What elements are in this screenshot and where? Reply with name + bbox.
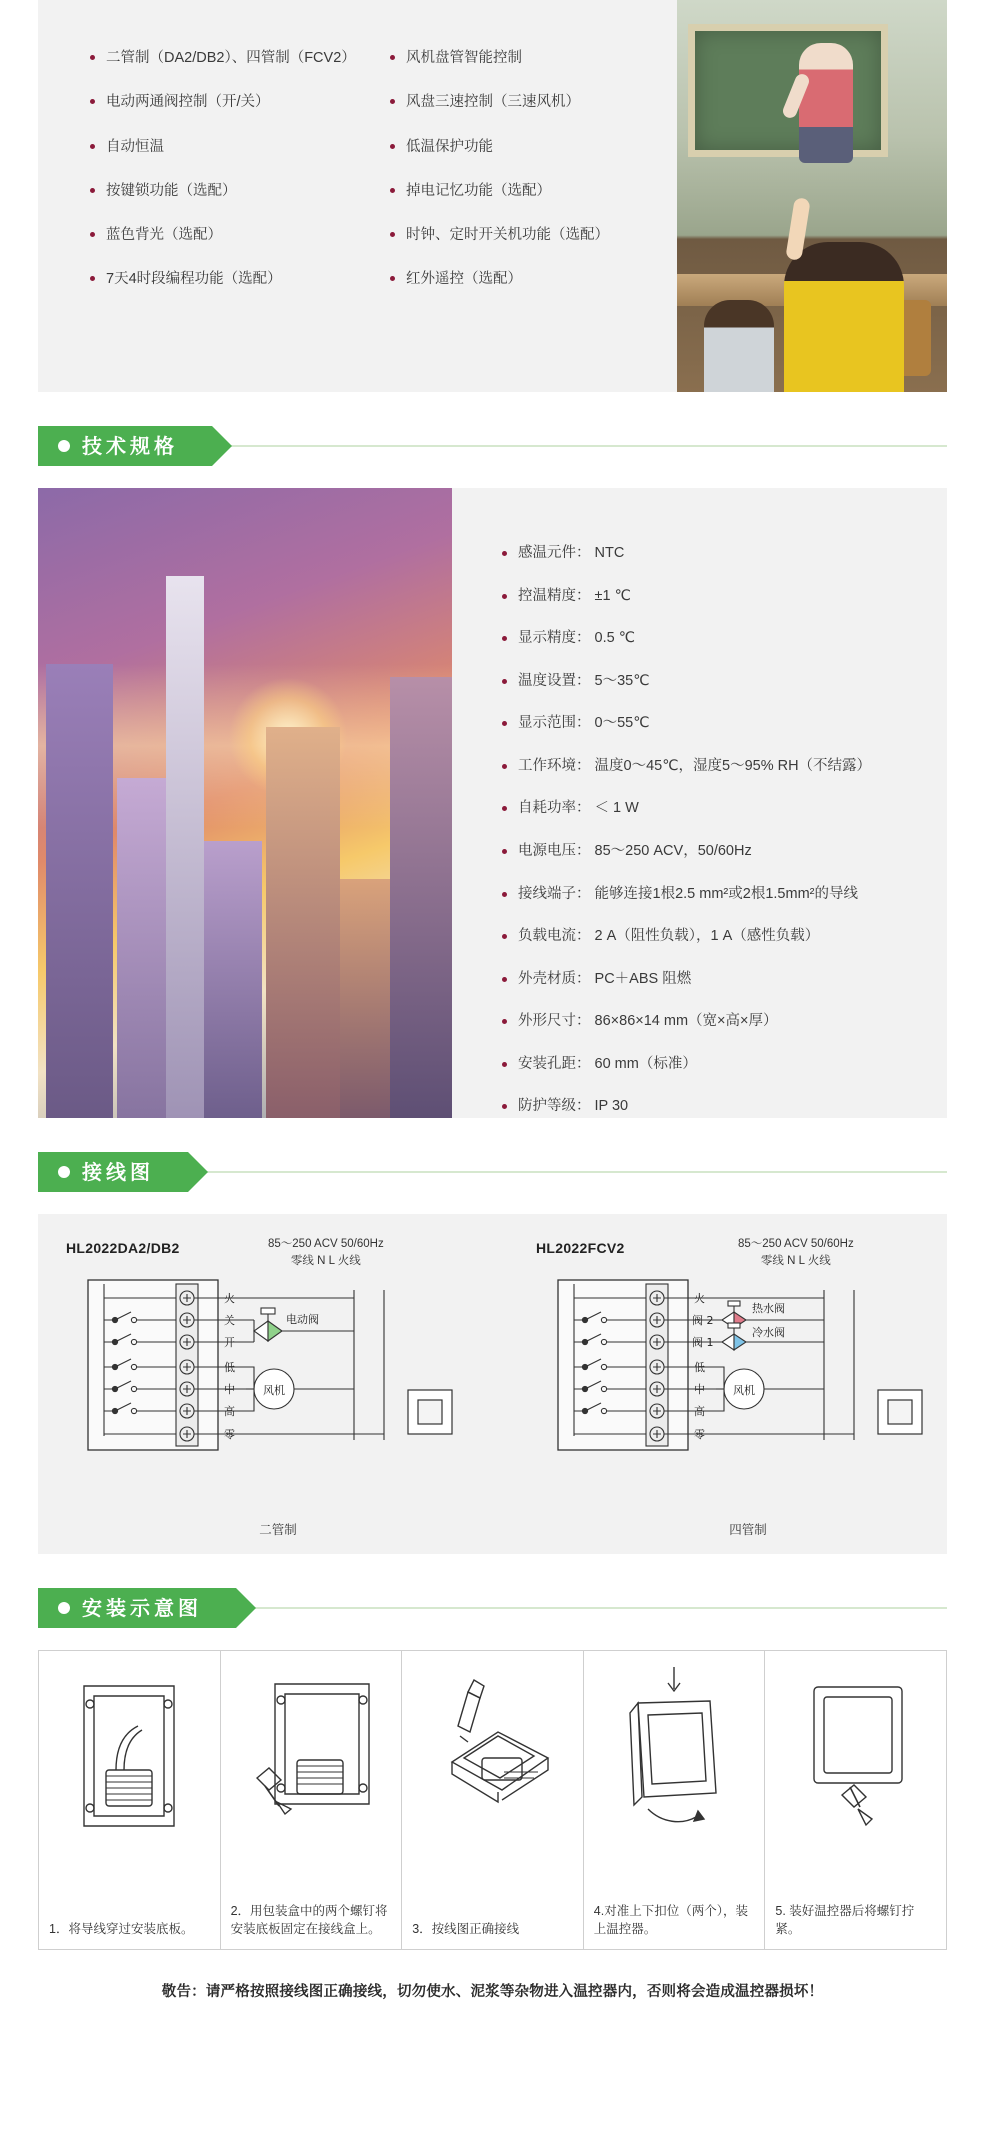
bullet-dot-icon <box>58 1602 70 1614</box>
wiring-diagram-left <box>38 1214 518 1554</box>
feature-item: 二管制（DA2/DB2）、四管制（FCV2） <box>88 48 358 68</box>
install-step-5 <box>765 1651 946 1949</box>
install-illustration-4 <box>592 1661 757 1851</box>
section-heading-wiring-label: 接线图 <box>38 1152 188 1192</box>
city-skyline-photo <box>38 488 452 1118</box>
feature-column-1 <box>88 48 358 314</box>
feature-item: 自动恒温 <box>88 137 358 157</box>
svg-text:阀 2: 阀 2 <box>692 1314 714 1327</box>
feature-item: 掉电记忆功能（选配） <box>388 181 658 201</box>
svg-text:零: 零 <box>224 1428 235 1441</box>
svg-text:高: 高 <box>694 1405 705 1418</box>
wiring-heading-wrap <box>0 1152 985 1192</box>
spec-item: 显示精度： 0.5 ℃ <box>500 629 947 649</box>
spec-item: 接线端子： 能够连接1根2.5 mm²或2根1.5mm²的导线 <box>500 885 947 905</box>
spec-item: 控温精度： ±1 ℃ <box>500 587 947 607</box>
install-caption: 1．将导线穿过安装底板。 <box>49 1922 194 1937</box>
svg-text:风机: 风机 <box>263 1384 285 1397</box>
svg-text:冷水阀: 冷水阀 <box>752 1326 785 1339</box>
install-illustration-1 <box>47 1661 212 1851</box>
spec-item: 安装孔距： 60 mm（标准） <box>500 1055 947 1075</box>
svg-text:关: 关 <box>224 1314 235 1327</box>
feature-block <box>38 0 947 392</box>
feature-item: 风盘三速控制（三速风机） <box>388 92 658 112</box>
install-caption: 5. 装好温控器后将螺钉拧紧。 <box>775 1903 915 1937</box>
spec-item: 显示范围： 0～55℃ <box>500 714 947 734</box>
svg-text:低: 低 <box>224 1361 235 1374</box>
feature-item: 按键锁功能（选配） <box>88 181 358 201</box>
section-heading-spec-label: 技术规格 <box>38 426 212 466</box>
wiring-caption-left: 二管制 <box>259 1523 297 1537</box>
spec-item: 外壳材质： PC＋ABS 阻燃 <box>500 970 947 990</box>
wiring-caption-right: 四管制 <box>729 1523 767 1537</box>
install-caption: 2．用包装盒中的两个螺钉将安装底板固定在接线盒上。 <box>230 1903 388 1937</box>
svg-text:风机: 风机 <box>733 1384 755 1397</box>
svg-text:中: 中 <box>224 1383 235 1396</box>
svg-text:阀 1: 阀 1 <box>692 1336 714 1349</box>
feature-item: 时钟、定时开关机功能（选配） <box>388 225 658 245</box>
feature-item: 电动两通阀控制（开/关） <box>88 92 358 112</box>
feature-item: 低温保护功能 <box>388 137 658 157</box>
install-step-2 <box>221 1651 403 1949</box>
wiring-model-left: HL2022DA2/DB2 <box>66 1240 180 1256</box>
svg-text:开: 开 <box>224 1336 235 1349</box>
wiring-model-right: HL2022FCV2 <box>536 1240 625 1256</box>
svg-text:低: 低 <box>694 1361 705 1374</box>
spec-item: 温度设置： 5～35℃ <box>500 672 947 692</box>
spec-heading-wrap <box>0 426 985 466</box>
supply-line-1: 85～250 ACV 50/60Hz <box>268 1238 384 1250</box>
spec-item: 负载电流： 2 A（阻性负载），1 A（感性负载） <box>500 927 947 947</box>
supply-line-1: 85～250 ACV 50/60Hz <box>738 1238 854 1250</box>
install-illustration-5 <box>773 1661 938 1851</box>
svg-text:火: 火 <box>224 1292 235 1305</box>
install-illustration-2 <box>229 1661 394 1851</box>
feature-item: 风机盘管智能控制 <box>388 48 658 68</box>
bullet-dot-icon <box>58 1166 70 1178</box>
install-step-3 <box>402 1651 584 1949</box>
supply-line-2: 零线 N L 火线 <box>760 1255 831 1268</box>
svg-text:热水阀: 热水阀 <box>752 1302 785 1315</box>
wiring-supply-left <box>268 1236 384 1271</box>
spec-item: 自耗功率： ＜ 1 W <box>500 799 947 819</box>
install-caption: 3．按线图正确接线 <box>412 1922 520 1937</box>
classroom-photo <box>677 0 947 392</box>
feature-item: 红外遥控（选配） <box>388 269 658 289</box>
spec-item: 防护等级： IP 30 <box>500 1097 947 1117</box>
svg-text:火: 火 <box>694 1292 705 1305</box>
svg-text:电动阀: 电动阀 <box>286 1313 319 1326</box>
section-heading-install-label: 安装示意图 <box>38 1588 236 1628</box>
spec-item: 外形尺寸： 86×86×14 mm（宽×高×厚） <box>500 1012 947 1032</box>
install-illustration-3 <box>410 1661 575 1851</box>
feature-item: 7天4时段编程功能（选配） <box>88 269 358 289</box>
spec-item: 感温元件： NTC <box>500 544 947 564</box>
svg-text:零: 零 <box>694 1428 705 1441</box>
wiring-diagram-right <box>508 1214 985 1554</box>
svg-text:高: 高 <box>224 1405 235 1418</box>
section-heading-spec <box>38 426 985 466</box>
feature-item: 蓝色背光（选配） <box>88 225 358 245</box>
feature-column-2 <box>388 48 658 314</box>
install-step-4 <box>584 1651 766 1949</box>
svg-text:中: 中 <box>694 1383 705 1396</box>
section-heading-install <box>38 1588 985 1628</box>
bullet-dot-icon <box>58 440 70 452</box>
supply-line-2: 零线 N L 火线 <box>290 1255 361 1268</box>
install-heading-wrap <box>0 1588 985 1628</box>
wiring-schematic-left <box>58 1270 498 1490</box>
install-step-1 <box>39 1651 221 1949</box>
wiring-supply-right <box>738 1236 854 1271</box>
wiring-schematic-right <box>528 1270 968 1490</box>
spec-item: 电源电压： 85～250 ACV，50/60Hz <box>500 842 947 862</box>
spec-block <box>38 488 947 1118</box>
wiring-block <box>38 1214 947 1554</box>
install-steps <box>38 1650 947 1950</box>
install-caption: 4.对准上下扣位（两个），装上温控器。 <box>593 1903 748 1937</box>
spec-item: 工作环境： 温度0～45℃，湿度5～95% RH（不结露） <box>500 757 947 777</box>
spec-list <box>452 488 947 1118</box>
section-heading-wiring <box>38 1152 985 1192</box>
warning-text: 敬告：请严格按照接线图正确接线，切勿使水、泥浆等杂物进入温控器内，否则将会造成温控器损坏！ <box>161 1984 824 2000</box>
